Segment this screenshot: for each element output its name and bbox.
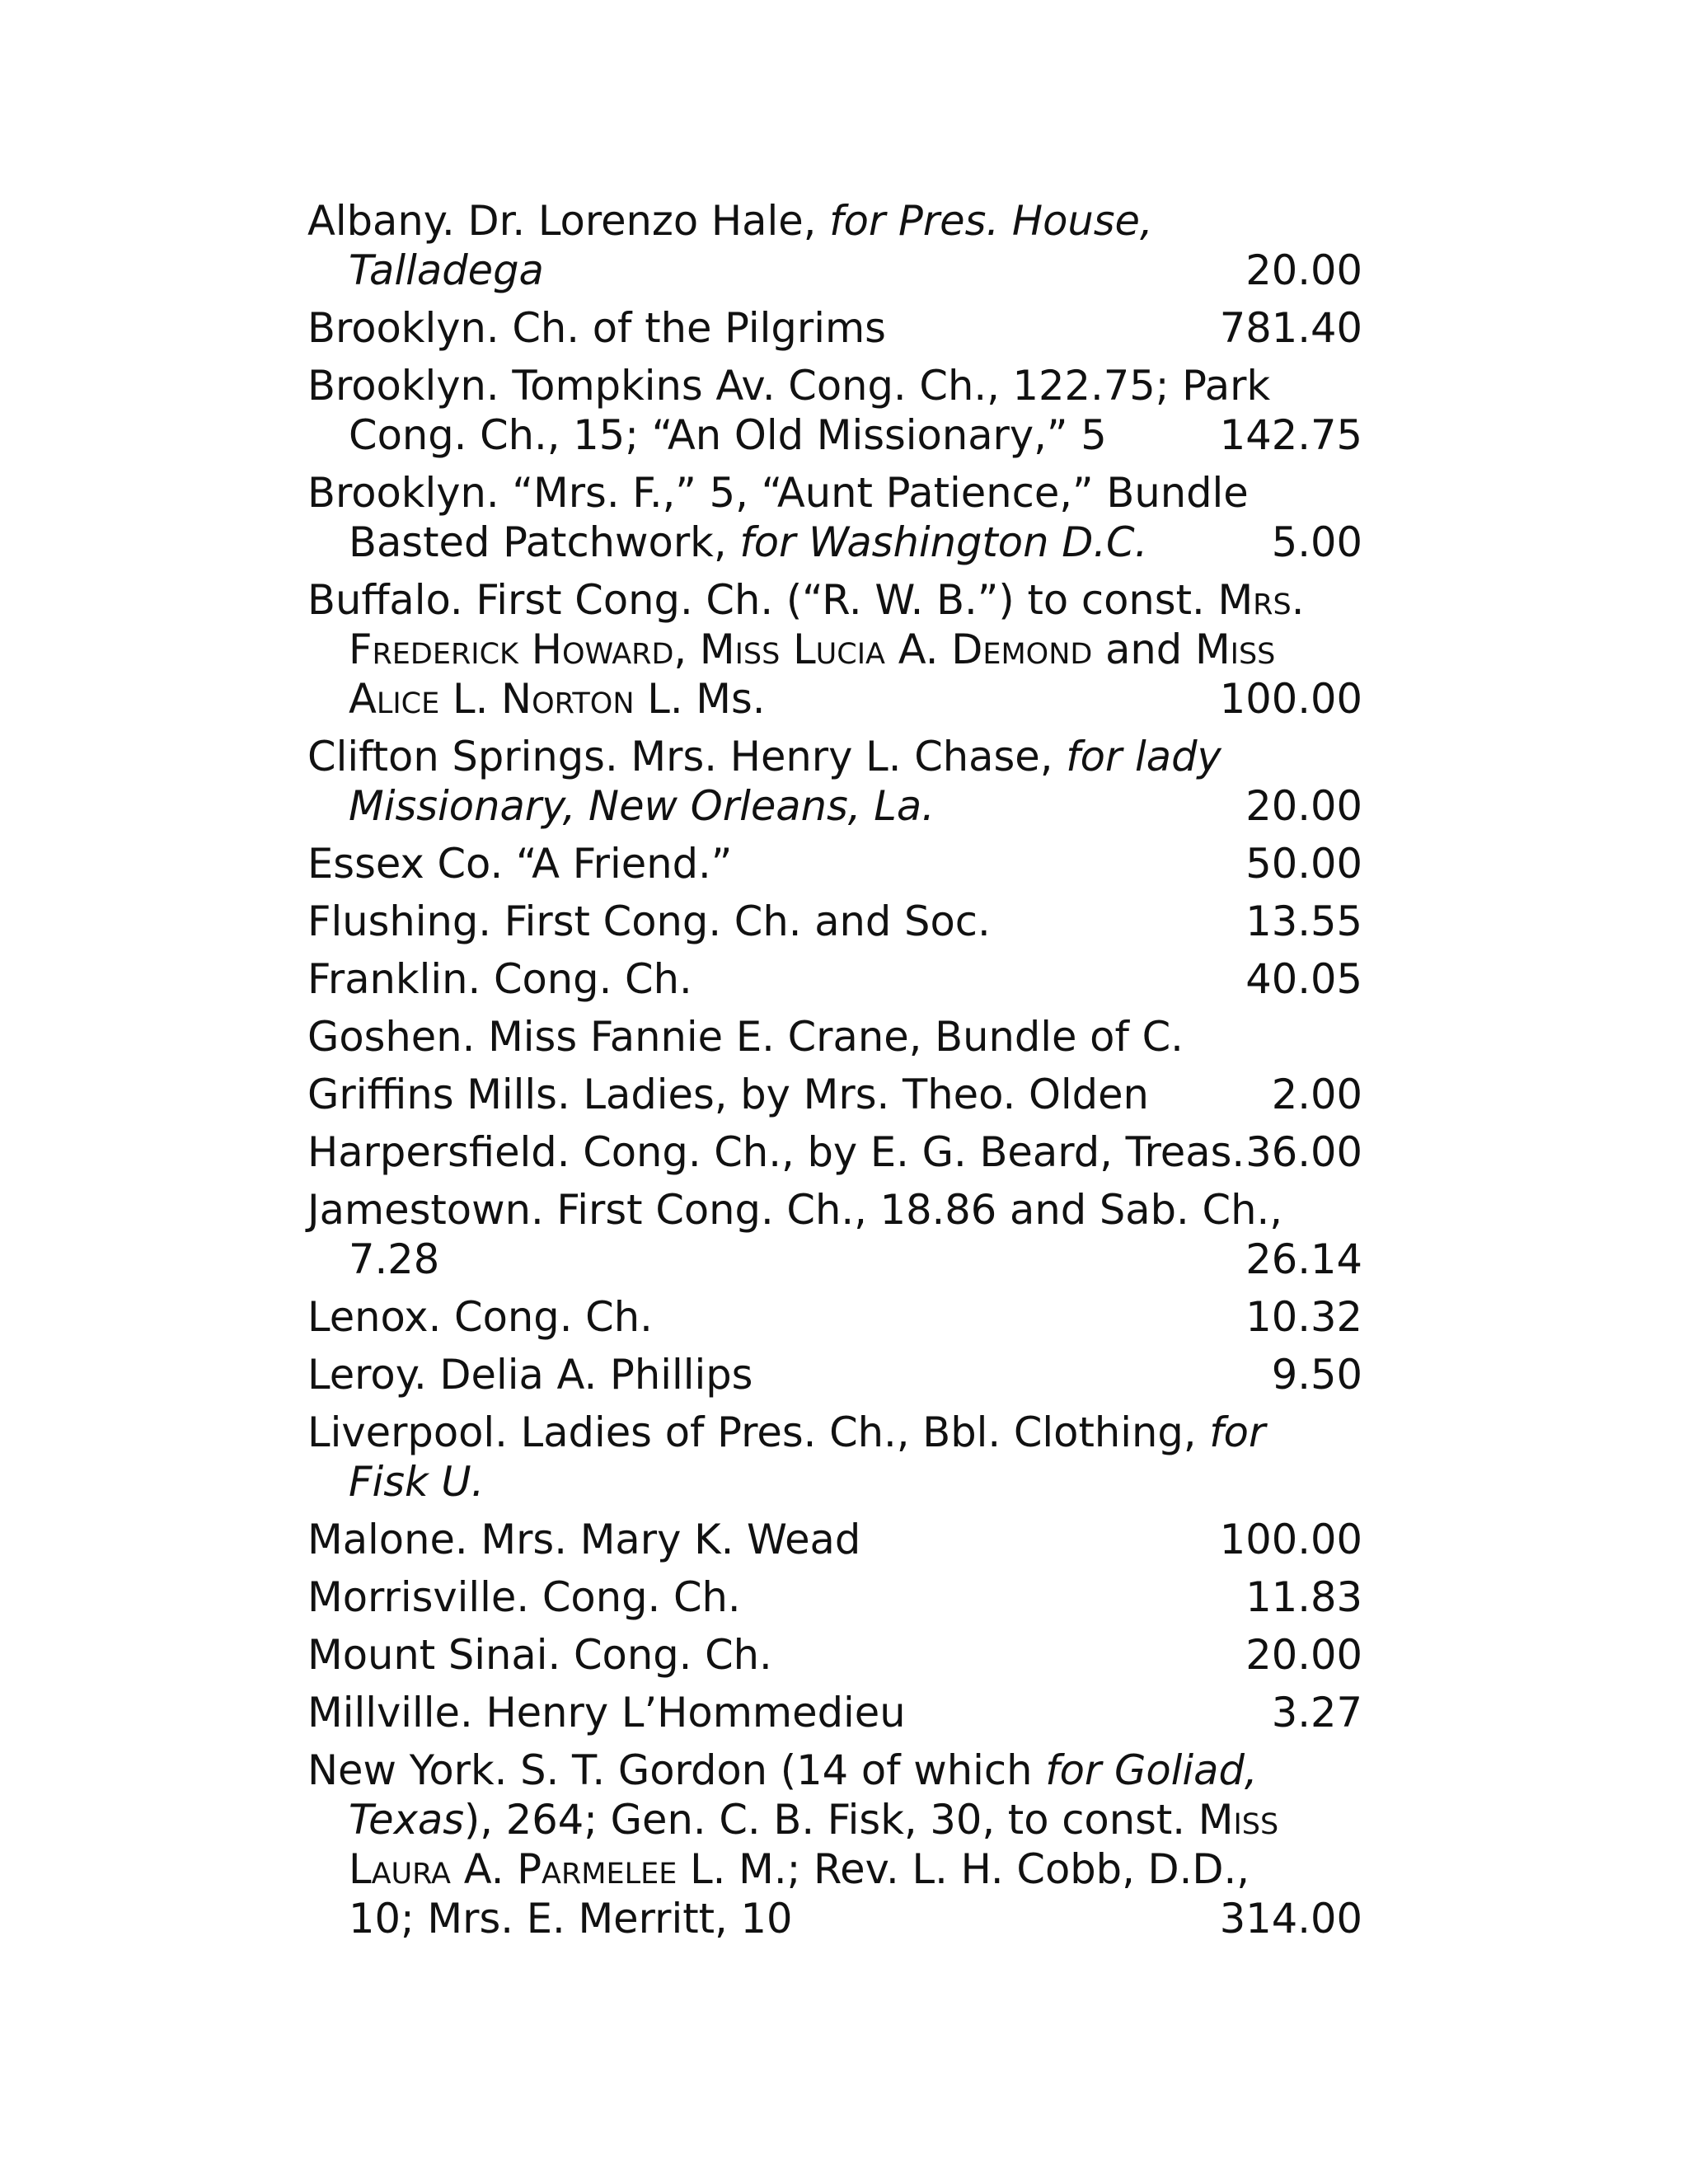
text-segment: Jamestown. First Cong. Ch., 18.86 and Sab. Ch.,: [307, 1186, 1282, 1234]
donation-entry: [307, 1012, 1362, 1062]
donation-entry: [307, 1070, 1362, 1119]
entry-description: [307, 1515, 1214, 1564]
text-segment: ,: [673, 626, 700, 673]
italic-text: for: [1209, 1408, 1266, 1456]
donation-entry: [307, 954, 1362, 1004]
small-caps-name: Mrs.: [1217, 576, 1305, 624]
entry-description: [307, 361, 1271, 460]
text-segment: A.: [885, 626, 952, 673]
description-line: [307, 1894, 1214, 1943]
description-line: [307, 1235, 1214, 1284]
entry-description: [307, 1012, 1214, 1062]
small-caps-name: Miss: [1194, 626, 1276, 673]
text-segment: 10; Mrs. E. Merritt, 10: [349, 1895, 793, 1943]
description-line: [307, 1688, 1214, 1737]
small-caps-name: Norton: [501, 675, 635, 723]
description-line: [307, 1795, 1279, 1844]
entry-description: [307, 1070, 1214, 1119]
text-segment: Basted Patchwork,: [349, 518, 740, 566]
donation-entry: [307, 196, 1362, 295]
italic-text: for lady: [1066, 733, 1221, 780]
description-line: [307, 1457, 1214, 1507]
donation-entry: [307, 1572, 1362, 1622]
donation-entry: [307, 1408, 1362, 1507]
text-segment: L. Ms.: [634, 675, 766, 723]
entry-description: [307, 1572, 1214, 1622]
text-segment: A.: [450, 1845, 518, 1893]
entry-amount: 50.00: [1245, 840, 1362, 888]
donation-entry: [307, 839, 1362, 888]
entry-amount: 11.83: [1245, 1573, 1362, 1621]
text-segment: Millville. Henry L’Hommedieu: [307, 1689, 906, 1736]
donation-entry: [307, 1515, 1362, 1564]
entry-amount: 40.05: [1245, 955, 1362, 1003]
text-segment: Brooklyn. “Mrs. F.,” 5, “Aunt Patience,” Bundle: [307, 469, 1249, 517]
entry-amount: 5.00: [1271, 518, 1362, 566]
text-segment: New York. S. T. Gordon (14 of which: [307, 1746, 1046, 1794]
description-line: [307, 1070, 1214, 1119]
italic-text: for Pres. House,: [829, 197, 1153, 245]
text-segment: Liverpool. Ladies of Pres. Ch., Bbl. Clothing,: [307, 1408, 1210, 1456]
text-segment: Mount Sinai. Cong. Ch.: [307, 1631, 772, 1679]
entry-amount: 2.00: [1271, 1071, 1362, 1118]
entry-amount: 9.50: [1271, 1351, 1362, 1399]
description-line: [307, 1350, 1214, 1399]
description-line: [307, 954, 1214, 1004]
entry-description: [307, 954, 1214, 1004]
description-line: [307, 732, 1221, 781]
donation-entry: [307, 732, 1362, 831]
text-segment: ), 264; Gen. C. B. Fisk, 30, to const.: [464, 1796, 1198, 1844]
donation-entry: [307, 1127, 1362, 1177]
small-caps-name: Miss: [1198, 1796, 1279, 1844]
text-segment: Buffalo. First Cong. Ch. (“R. W. B.”) to const.: [307, 576, 1218, 624]
donation-entry: [307, 361, 1362, 460]
small-caps-name: Parmelee: [517, 1845, 678, 1893]
text-segment: Cong. Ch., 15; “An Old Missionary,” 5: [349, 411, 1107, 459]
text-segment: 7.28: [349, 1235, 440, 1283]
entry-amount: 10.32: [1245, 1293, 1362, 1341]
italic-text: Fisk U.: [349, 1458, 485, 1506]
entry-description: [307, 1688, 1214, 1737]
description-line: [307, 246, 1214, 295]
entry-description: [307, 303, 1214, 353]
description-line: [307, 1746, 1258, 1795]
text-segment: Flushing. First Cong. Ch. and Soc.: [307, 898, 991, 945]
donation-entry: [307, 1746, 1362, 1943]
description-line: [307, 575, 1305, 625]
entry-description: [307, 897, 1214, 946]
entry-description: [307, 1127, 1245, 1177]
text-segment: Griffins Mills. Ladies, by Mrs. Theo. Olden: [307, 1071, 1149, 1118]
donation-list: [307, 196, 1362, 1952]
description-line: [307, 1515, 1214, 1564]
text-segment: Franklin. Cong. Ch.: [307, 955, 692, 1003]
description-line: [307, 1630, 1214, 1680]
entry-amount: 26.14: [1245, 1235, 1362, 1283]
donation-entry: [307, 468, 1362, 567]
description-line: [307, 303, 1214, 353]
description-line: [307, 1185, 1282, 1235]
description-line: [307, 468, 1249, 518]
text-segment: Malone. Mrs. Mary K. Wead: [307, 1516, 861, 1563]
donation-entry: [307, 1350, 1362, 1399]
entry-description: [307, 1408, 1266, 1507]
entry-amount: 13.55: [1245, 898, 1362, 945]
entry-amount: 3.27: [1271, 1689, 1362, 1736]
entry-amount: 20.00: [1245, 782, 1362, 830]
small-caps-name: Alice: [349, 675, 440, 723]
text-segment: Essex Co. “A Friend.”: [307, 840, 733, 888]
italic-text: Talladega: [349, 246, 544, 294]
text-segment: Albany. Dr. Lorenzo Hale,: [307, 197, 830, 245]
entry-description: [307, 196, 1214, 295]
text-segment: Leroy. Delia A. Phillips: [307, 1351, 753, 1399]
description-line: [307, 1012, 1214, 1062]
text-segment: Brooklyn. Tompkins Av. Cong. Ch., 122.75; Park: [307, 362, 1271, 410]
entry-amount: 100.00: [1219, 675, 1362, 723]
entry-amount: 781.40: [1219, 304, 1362, 352]
entry-amount: 20.00: [1245, 246, 1362, 294]
entry-description: [307, 1630, 1214, 1680]
description-line: [307, 518, 1214, 567]
donation-entry: [307, 303, 1362, 353]
entry-amount: 36.00: [1245, 1128, 1362, 1176]
description-line: [307, 196, 1214, 246]
donation-entry: [307, 575, 1362, 724]
description-line: [307, 897, 1214, 946]
entry-description: [307, 1350, 1214, 1399]
description-line: [307, 1408, 1266, 1457]
small-caps-name: Miss Lucia: [699, 626, 886, 673]
text-segment: L.: [439, 675, 502, 723]
entry-amount: 20.00: [1245, 1631, 1362, 1679]
italic-text: for Washington D.C.: [739, 518, 1148, 566]
description-line: [307, 361, 1271, 410]
description-line: [307, 839, 1214, 888]
entry-description: [307, 839, 1214, 888]
text-segment: Harpersfield. Cong. Ch., by E. G. Beard, Treas.: [307, 1128, 1245, 1176]
entry-amount: 314.00: [1219, 1895, 1362, 1943]
text-segment: and: [1092, 626, 1195, 673]
description-line: [307, 1292, 1214, 1342]
entry-amount: 100.00: [1219, 1516, 1362, 1563]
text-segment: L. M.; Rev. L. H. Cobb, D.D.,: [677, 1845, 1250, 1893]
small-caps-name: Demond: [951, 626, 1093, 673]
italic-text: Missionary, New Orleans, La.: [349, 782, 935, 830]
italic-text: for Goliad,: [1045, 1746, 1258, 1794]
donation-entry: [307, 1292, 1362, 1342]
description-line: [307, 1844, 1250, 1894]
small-caps-name: Frederick Howard: [349, 626, 674, 673]
text-segment: Brooklyn. Ch. of the Pilgrims: [307, 304, 886, 352]
entry-description: [307, 468, 1249, 567]
donation-entry: [307, 1630, 1362, 1680]
entry-description: [307, 1746, 1279, 1943]
text-segment: Clifton Springs. Mrs. Henry L. Chase,: [307, 733, 1067, 780]
entry-description: [307, 1292, 1214, 1342]
donation-entry: [307, 897, 1362, 946]
italic-text: Texas: [349, 1796, 464, 1844]
entry-amount: 142.75: [1219, 411, 1362, 459]
entry-description: [307, 1185, 1282, 1284]
description-line: [307, 625, 1276, 674]
description-line: [307, 674, 1214, 724]
description-line: [307, 1127, 1245, 1177]
text-segment: Lenox. Cong. Ch.: [307, 1293, 653, 1341]
small-caps-name: Laura: [349, 1845, 451, 1893]
description-line: [307, 781, 1214, 831]
description-line: [307, 410, 1214, 460]
text-segment: Goshen. Miss Fannie E. Crane, Bundle of C.: [307, 1013, 1184, 1061]
donation-entry: [307, 1688, 1362, 1737]
description-line: [307, 1572, 1214, 1622]
donation-entry: [307, 1185, 1362, 1284]
entry-description: [307, 732, 1221, 831]
text-segment: Morrisville. Cong. Ch.: [307, 1573, 741, 1621]
